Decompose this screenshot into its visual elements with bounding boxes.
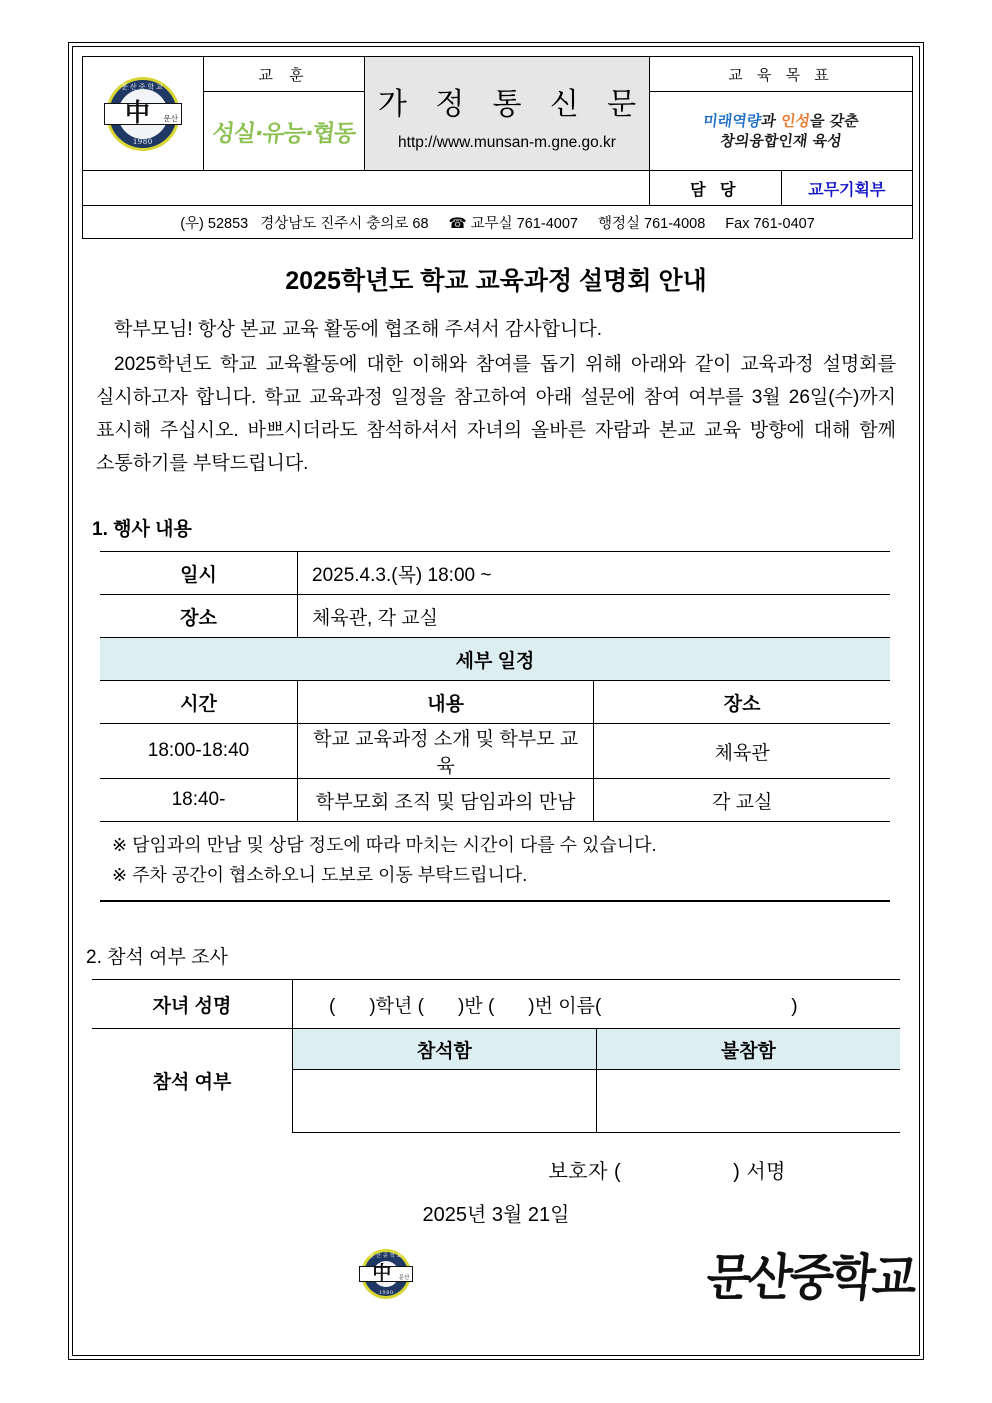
table-row xyxy=(100,552,890,595)
detail-schedule-header: 세부 일정 xyxy=(100,638,890,681)
number-label: )번 이름( xyxy=(528,995,602,1017)
school-emblem-icon xyxy=(106,77,180,151)
schedule-notes-cell xyxy=(100,822,890,902)
schedule-col-time: 시간 xyxy=(100,681,298,724)
schedule-col-place: 장소 xyxy=(594,681,890,724)
emblem-arc-text-footer: 문산중학교 xyxy=(369,1253,404,1259)
grade-label: )학년 ( xyxy=(369,995,424,1017)
goal-text-character: 인성 xyxy=(779,112,812,130)
phone-icon: ☎ xyxy=(448,215,467,232)
fax-number: Fax 761-0407 xyxy=(725,215,815,232)
address-zip: (우) 52853 xyxy=(180,215,249,232)
goal-text-equipped: 을 갖춘 xyxy=(808,112,860,130)
emblem-year: 1980 xyxy=(133,136,153,146)
emblem-arc-text: 문산중학교 xyxy=(121,83,165,91)
emblem-center-char: 中 xyxy=(125,97,151,127)
schedule-note-1: ※ 담임과의 만남 및 상담 정도에 따라 마치는 시간이 다를 수 있습니다. xyxy=(112,835,657,855)
motto-cell xyxy=(204,92,365,171)
guardian-suffix: ) 서명 xyxy=(733,1161,786,1183)
emblem-sub-text: 문산 xyxy=(163,113,178,123)
schedule-row-2-place: 각 교실 xyxy=(594,779,890,822)
emblem-center-char-footer: 中 xyxy=(372,1262,392,1284)
attendance-survey-table xyxy=(92,979,900,1133)
school-name: 문산중학교 xyxy=(703,1248,917,1307)
goal-text-and: 과 xyxy=(760,112,777,130)
charge-label: 담 당 xyxy=(650,171,782,206)
education-goal-line-1 xyxy=(649,111,913,131)
section-1-heading: 1. 행사 내용 xyxy=(92,519,192,540)
education-goal-cell xyxy=(650,92,913,171)
school-motto: 성실·유능·협동 xyxy=(210,120,357,147)
schedule-col-content: 내용 xyxy=(298,681,594,724)
attend-option-yes-header: 참석함 xyxy=(293,1029,597,1070)
table-row xyxy=(92,1029,900,1070)
section-2-heading: 2. 참석 여부 조사 xyxy=(86,947,228,968)
table-row xyxy=(100,822,890,902)
paper-title: 가 정 통 신 문 xyxy=(377,88,647,121)
school-emblem-icon-footer xyxy=(361,1249,411,1299)
event-date-label: 일시 xyxy=(100,552,298,595)
table-row xyxy=(100,638,890,681)
phone-admin: 행정실 761-4008 xyxy=(597,215,706,232)
child-name-field[interactable] xyxy=(293,980,901,1029)
emblem-year-footer: 1980 xyxy=(378,1290,394,1296)
education-goal-line-2: 창의융합인재 육성 xyxy=(719,132,843,150)
grade-paren-open: ( xyxy=(329,995,336,1017)
charge-department: 교무기획부 xyxy=(781,171,913,206)
emblem-sub-text-footer: 문산 xyxy=(398,1275,410,1281)
school-signature xyxy=(78,1241,917,1307)
charge-empty-cell xyxy=(83,171,650,206)
table-row xyxy=(100,595,890,638)
masthead-table xyxy=(82,56,913,239)
name-paren-close: ) xyxy=(791,995,798,1017)
schedule-row-1-time: 18:00-18:40 xyxy=(100,724,298,779)
schedule-row-1-place: 체육관 xyxy=(594,724,890,779)
attendance-label: 참석 여부 xyxy=(92,1029,293,1133)
class-label: )반 ( xyxy=(457,995,495,1017)
schedule-note-2: ※ 주차 공간이 협소하오니 도보로 이동 부탁드립니다. xyxy=(112,865,528,885)
masthead-logo-cell xyxy=(83,57,204,171)
attend-option-no-header: 불참함 xyxy=(596,1029,900,1070)
guardian-signature-line xyxy=(78,1155,786,1184)
page-title: 2025학년도 학교 교육과정 설명회 안내 xyxy=(285,267,707,295)
school-website-url[interactable]: http://www.munsan-m.gne.go.kr xyxy=(398,134,616,151)
address-row xyxy=(83,206,913,239)
goal-header: 교 육 목 표 xyxy=(650,57,913,92)
event-place-label: 장소 xyxy=(100,595,298,638)
intro-paragraph: 2025학년도 학교 교육활동에 대한 이해와 참여를 돕기 위해 아래와 같이 교육과정 설명회를 실시하고자 합니다. 학교 교육과정 일정을 참고하여 아래 설문에 참여 여부를 3월 26일(수)까지 표시해 주십시오. 바쁘시더라도 참석하셔서 자녀의 올바른 자람과 본교 교육 방향에 대해 함께 소통하기를 부탁드립니다. xyxy=(96,354,896,474)
document-body xyxy=(78,52,917,1307)
table-row xyxy=(100,779,890,822)
phone-office: 교무실 761-4007 xyxy=(470,215,578,232)
table-row xyxy=(100,681,890,724)
guardian-prefix: 보호자 ( xyxy=(548,1161,622,1183)
child-name-label: 자녀 성명 xyxy=(92,980,293,1029)
table-row xyxy=(92,980,900,1029)
attend-option-no-checkbox[interactable] xyxy=(596,1070,900,1133)
table-row xyxy=(100,724,890,779)
goal-text-future: 미래역량 xyxy=(702,112,763,130)
document-date: 2025년 3월 21일 xyxy=(422,1204,570,1226)
greeting-paragraph: 학부모님! 항상 본교 교육 활동에 협조해 주셔서 감사합니다. xyxy=(114,319,603,340)
paper-title-cell xyxy=(365,57,650,171)
schedule-row-2-time: 18:40- xyxy=(100,779,298,822)
schedule-row-1-content: 학교 교육과정 소개 및 학부모 교육 xyxy=(298,724,594,779)
event-date-value: 2025.4.3.(목) 18:00 ~ xyxy=(298,552,891,595)
attend-option-yes-checkbox[interactable] xyxy=(293,1070,597,1133)
motto-header: 교 훈 xyxy=(204,57,365,92)
address-street: 경상남도 진주시 충의로 68 xyxy=(260,215,429,232)
schedule-row-2-content: 학부모회 조직 및 담임과의 만남 xyxy=(298,779,594,822)
event-place-value: 체육관, 각 교실 xyxy=(298,595,891,638)
event-detail-table xyxy=(100,551,890,902)
